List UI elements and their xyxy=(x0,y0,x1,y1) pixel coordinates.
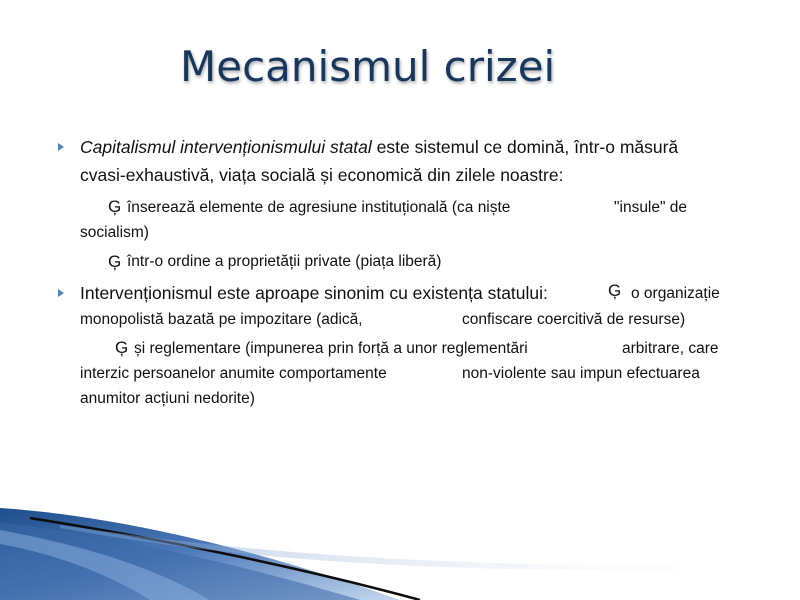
bullet-2-line-2-a: monopolistă bazată pe impozitare (adică, xyxy=(80,311,363,328)
corner-swoosh-decoration xyxy=(0,470,800,600)
sub-bullet-glyph: Ģ xyxy=(608,281,622,300)
bullet-2-line-3-b: arbitrare, care xyxy=(622,340,719,357)
bullet-2-line-4-b: non-violente sau impun efectuarea xyxy=(462,365,700,382)
sub-bullet-1-text-c: socialism) xyxy=(80,224,149,241)
sub-bullet-1-text-b: "insule" de xyxy=(614,199,688,216)
sub-bullet-glyph: Ģ xyxy=(108,252,122,271)
sub-bullet-2-text: într-o ordine a proprietății private (piața liberă) xyxy=(127,253,442,270)
bullet-2-line-1-tail: o organizație xyxy=(631,285,720,302)
bullet-1-line-1 xyxy=(80,137,678,158)
bullet-2-line-3-a: și reglementare (impunerea prin forță a unor reglementări xyxy=(134,340,528,357)
bullet-1-line-1-rest: este sistemul ce domină, într-o măsură xyxy=(371,137,679,157)
bullet-1-line-2: cvasi-exhaustivă, viața socială și economică din zilele noastre: xyxy=(80,165,564,185)
bullet-1-italic-term: Capitalismul intervenționismului statal xyxy=(80,137,372,157)
bullet-2-line-4-a: interzic persoanelor anumite comportamente xyxy=(80,365,387,382)
sub-bullet-glyph: Ģ xyxy=(115,338,129,357)
sub-bullet-1-text-a: înserează elemente de agresiune instituțională (ca niște xyxy=(127,199,511,216)
bullet-arrow-icon xyxy=(58,143,64,151)
bullet-2-line-1: Intervenționismul este aproape sinonim cu existența statului: xyxy=(80,283,548,303)
sub-bullet-glyph: Ģ xyxy=(108,197,122,216)
bullet-2-line-2-b: confiscare coercitivă de resurse) xyxy=(462,311,686,328)
slide-title: Mecanismul crizei xyxy=(180,42,556,91)
bullet-arrow-icon xyxy=(58,289,64,297)
bullet-2-line-5: anumitor acțiuni nedorite) xyxy=(80,390,255,407)
